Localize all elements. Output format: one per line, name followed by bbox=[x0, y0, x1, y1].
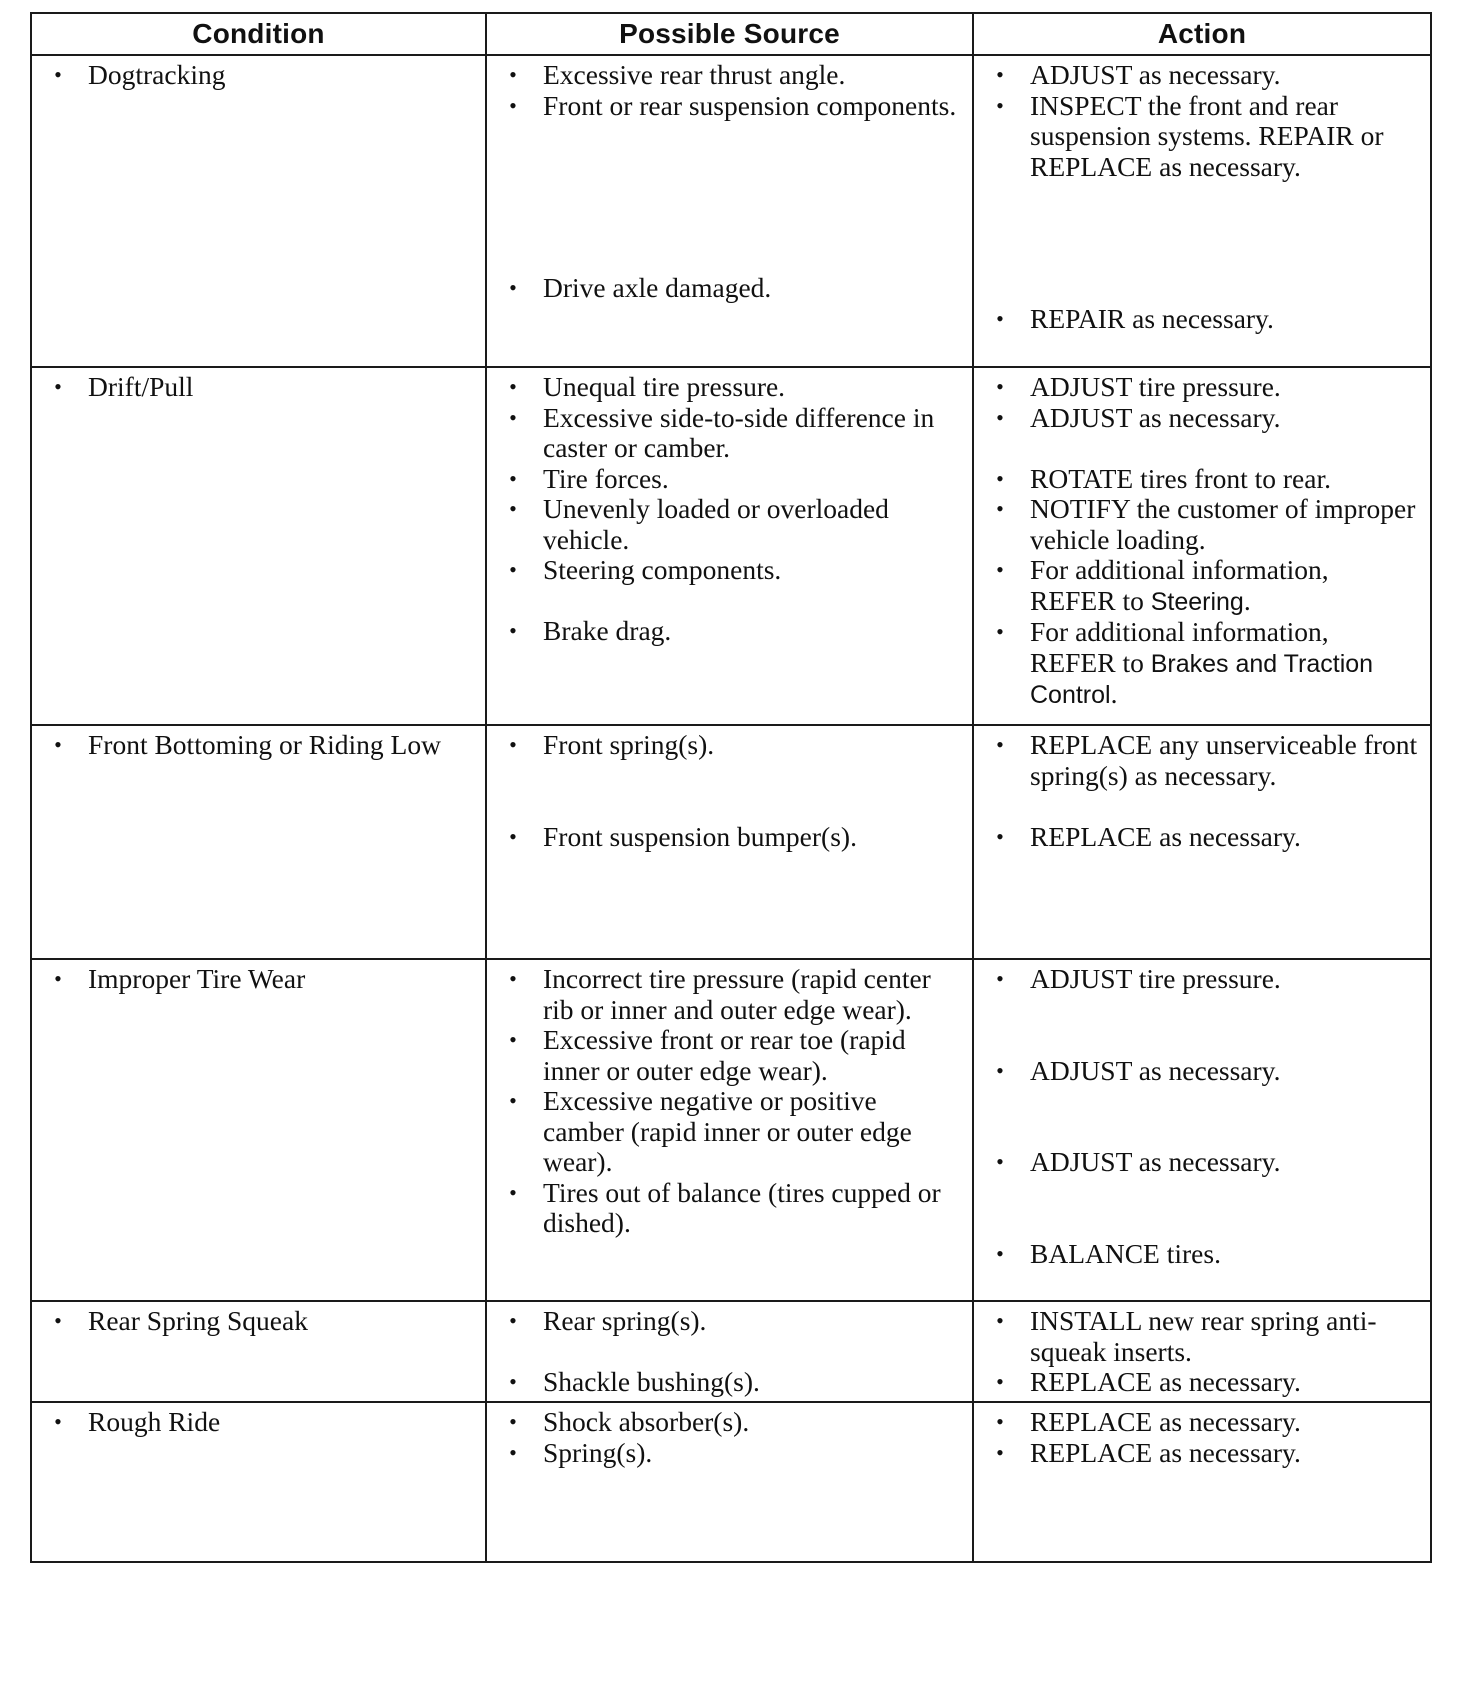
bullet-icon: • bbox=[996, 823, 1004, 849]
action-cell bbox=[973, 55, 1431, 367]
bullet-icon: • bbox=[996, 966, 1004, 991]
reference-steering: Steering bbox=[1150, 587, 1244, 616]
bullet-icon: • bbox=[509, 92, 517, 118]
action-item: • INSTALL new rear spring anti-squeak inserts. bbox=[984, 1306, 1420, 1367]
action-item: • ADJUST tire pressure. bbox=[984, 372, 1420, 403]
header-possible-source: Possible Source bbox=[486, 13, 973, 55]
action-cell bbox=[973, 367, 1431, 725]
bullet-icon: • bbox=[996, 1439, 1004, 1465]
bullet-icon: • bbox=[996, 62, 1004, 87]
action-cell bbox=[973, 1402, 1431, 1562]
source-item: • Shock absorber(s). bbox=[497, 1407, 962, 1438]
action-item: • ADJUST tire pressure. bbox=[984, 964, 1420, 995]
condition-cell bbox=[31, 959, 486, 1301]
action-item: • REPLACE any unserviceable front spring(s) as necessary. bbox=[984, 730, 1420, 791]
bullet-icon: • bbox=[996, 92, 1004, 118]
condition-cell bbox=[31, 1301, 486, 1402]
source-item: • Front or rear suspension components. bbox=[497, 91, 962, 122]
action-item: • REPAIR as necessary. bbox=[984, 304, 1420, 335]
action-item: • For additional information, REFER to Brakes and Traction Control. bbox=[984, 617, 1420, 711]
action-item: • INSPECT the front and rear suspension systems. REPAIR or REPLACE as necessary. bbox=[984, 91, 1420, 183]
header-row bbox=[31, 13, 1431, 55]
source-item: • Shackle bushing(s). bbox=[497, 1367, 962, 1398]
condition-cell bbox=[31, 55, 486, 367]
bullet-icon: • bbox=[509, 1027, 517, 1052]
source-item: • Rear spring(s). bbox=[497, 1306, 962, 1337]
table-row-improper-tire-wear bbox=[31, 959, 1431, 1301]
source-item: • Excessive rear thrust angle. bbox=[497, 60, 962, 91]
source-cell bbox=[486, 1402, 973, 1562]
bullet-icon: • bbox=[54, 62, 62, 87]
bullet-icon: • bbox=[996, 619, 1004, 644]
bullet-icon: • bbox=[509, 823, 517, 849]
table-row-drift-pull bbox=[31, 367, 1431, 725]
bullet-icon: • bbox=[509, 465, 517, 491]
source-item: • Incorrect tire pressure (rapid center rib or inner and outer edge wear). bbox=[497, 964, 962, 1025]
bullet-icon: • bbox=[996, 1057, 1004, 1083]
condition-item: • Drift/Pull bbox=[42, 372, 475, 403]
bullet-icon: • bbox=[54, 374, 62, 399]
condition-item: • Front Bottoming or Riding Low bbox=[42, 730, 475, 761]
action-item: • ROTATE tires front to rear. bbox=[984, 464, 1420, 495]
bullet-icon: • bbox=[509, 557, 517, 582]
action-item: • ADJUST as necessary. bbox=[984, 60, 1420, 91]
bullet-icon: • bbox=[996, 306, 1004, 331]
action-item: • BALANCE tires. bbox=[984, 1239, 1420, 1270]
bullet-icon: • bbox=[509, 1439, 517, 1465]
source-item: • Unequal tire pressure. bbox=[497, 372, 962, 403]
condition-cell bbox=[31, 367, 486, 725]
source-cell bbox=[486, 1301, 973, 1402]
bullet-icon: • bbox=[54, 732, 62, 757]
bullet-icon: • bbox=[509, 404, 517, 430]
source-item: • Front spring(s). bbox=[497, 730, 962, 761]
header-condition: Condition bbox=[31, 13, 486, 55]
condition-cell bbox=[31, 725, 486, 959]
bullet-icon: • bbox=[509, 1409, 517, 1434]
table-row-rear-spring-squeak bbox=[31, 1301, 1431, 1402]
diagnosis-table bbox=[30, 12, 1432, 1563]
bullet-icon: • bbox=[996, 557, 1004, 582]
bullet-icon: • bbox=[509, 374, 517, 399]
source-cell bbox=[486, 725, 973, 959]
source-cell bbox=[486, 367, 973, 725]
bullet-icon: • bbox=[509, 1179, 517, 1205]
bullet-icon: • bbox=[509, 1369, 517, 1394]
bullet-icon: • bbox=[996, 1369, 1004, 1394]
source-cell bbox=[486, 959, 973, 1301]
bullet-icon: • bbox=[54, 1409, 62, 1434]
source-item: • Spring(s). bbox=[497, 1438, 962, 1469]
condition-item: • Rear Spring Squeak bbox=[42, 1306, 475, 1337]
source-item: • Drive axle damaged. bbox=[497, 273, 962, 304]
bullet-icon: • bbox=[509, 618, 517, 643]
table-row-front-bottoming bbox=[31, 725, 1431, 959]
bullet-icon: • bbox=[996, 404, 1004, 430]
source-item: • Tires out of balance (tires cupped or dished). bbox=[497, 1178, 962, 1239]
condition-item: • Rough Ride bbox=[42, 1407, 475, 1438]
action-item: • ADJUST as necessary. bbox=[984, 1056, 1420, 1087]
source-item: • Steering components. bbox=[497, 555, 962, 586]
bullet-icon: • bbox=[509, 966, 517, 991]
bullet-icon: • bbox=[996, 374, 1004, 399]
bullet-icon: • bbox=[509, 62, 517, 87]
bullet-icon: • bbox=[54, 966, 62, 991]
action-item: • ADJUST as necessary. bbox=[984, 403, 1420, 434]
action-cell bbox=[973, 959, 1431, 1301]
reference-brakes: Brakes and Traction Control bbox=[1030, 649, 1374, 709]
condition-cell bbox=[31, 1402, 486, 1562]
source-cell bbox=[486, 55, 973, 367]
bullet-icon: • bbox=[509, 496, 517, 521]
action-item: • ADJUST as necessary. bbox=[984, 1147, 1420, 1178]
bullet-icon: • bbox=[509, 275, 517, 300]
source-item: • Unevenly loaded or overloaded vehicle. bbox=[497, 494, 962, 555]
table-row-dogtracking bbox=[31, 55, 1431, 367]
header-action: Action bbox=[973, 13, 1431, 55]
condition-item: • Improper Tire Wear bbox=[42, 964, 475, 995]
bullet-icon: • bbox=[509, 1308, 517, 1333]
action-item: • REPLACE as necessary. bbox=[984, 1407, 1420, 1438]
source-item: • Front suspension bumper(s). bbox=[497, 822, 962, 853]
source-item: • Brake drag. bbox=[497, 616, 962, 647]
condition-item: • Dogtracking bbox=[42, 60, 475, 91]
bullet-icon: • bbox=[996, 1308, 1004, 1333]
action-cell bbox=[973, 1301, 1431, 1402]
action-item: • REPLACE as necessary. bbox=[984, 1367, 1420, 1398]
bullet-icon: • bbox=[54, 1308, 62, 1333]
bullet-icon: • bbox=[996, 732, 1004, 757]
action-item: • For additional information, REFER to Steering. bbox=[984, 555, 1420, 617]
action-item: • NOTIFY the customer of improper vehicle loading. bbox=[984, 494, 1420, 555]
action-item: • REPLACE as necessary. bbox=[984, 822, 1420, 853]
bullet-icon: • bbox=[996, 1240, 1004, 1266]
source-item: • Excessive front or rear toe (rapid inner or outer edge wear). bbox=[497, 1025, 962, 1086]
source-item: • Tire forces. bbox=[497, 464, 962, 495]
bullet-icon: • bbox=[996, 1409, 1004, 1434]
table-row-rough-ride bbox=[31, 1402, 1431, 1562]
source-item: • Excessive negative or positive camber (rapid inner or outer edge wear). bbox=[497, 1086, 962, 1178]
bullet-icon: • bbox=[509, 1088, 517, 1113]
source-item: • Excessive side-to-side difference in caster or camber. bbox=[497, 403, 962, 464]
action-cell bbox=[973, 725, 1431, 959]
bullet-icon: • bbox=[509, 732, 517, 757]
bullet-icon: • bbox=[996, 465, 1004, 491]
bullet-icon: • bbox=[996, 1149, 1004, 1174]
action-item: • REPLACE as necessary. bbox=[984, 1438, 1420, 1469]
bullet-icon: • bbox=[996, 496, 1004, 521]
